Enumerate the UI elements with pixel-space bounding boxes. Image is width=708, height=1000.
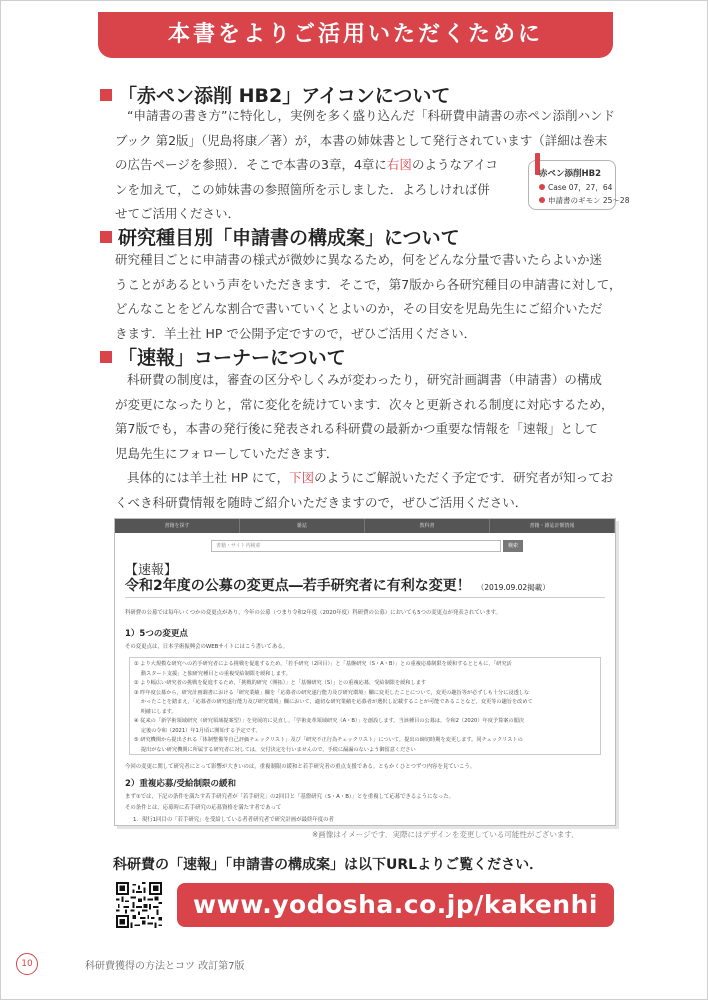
screenshot-title bbox=[125, 575, 550, 595]
screenshot-nav-item: 書籍を探す bbox=[115, 519, 240, 533]
badge-case: Case 07，27，64 bbox=[548, 183, 613, 192]
screenshot-search-button: 検索 bbox=[503, 540, 523, 552]
page-banner: 本書をよりご活用いただくために bbox=[98, 12, 613, 58]
image-disclaimer: ※画像はイメージです．実際にはデザインを変更している可能性がございます． bbox=[312, 830, 579, 839]
screenshot-divider bbox=[125, 597, 605, 598]
text-span: の広告ページを参照）．そこで本書の3章，4章に bbox=[115, 157, 387, 172]
url-intro: 科研費の「速報」「申請書の構成案」は以下URLよりご覧ください． bbox=[113, 857, 544, 873]
section-heading-text: 「赤ペン添削 HB2」アイコンについて bbox=[118, 85, 451, 107]
text-span: のようなアイコ bbox=[411, 157, 498, 172]
text-line: きます．羊土社 HP で公開予定ですので，ぜひご活用ください． bbox=[115, 325, 477, 341]
bullet-dot-icon bbox=[539, 184, 545, 190]
screenshot-nav-bar bbox=[115, 519, 615, 533]
badge-case-line bbox=[539, 182, 612, 193]
text-line: 科研費の制度は，審査の区分やしくみが変わったり，研究計画調書（申請書）の構成 bbox=[127, 372, 602, 387]
section-structure-body bbox=[115, 248, 620, 346]
screenshot-title-tag: 【速報】 bbox=[125, 563, 178, 578]
text-line: 研究種目ごとに申請書の様式が微妙に異なるため，何をどんな分量で書いたらよいか迷 bbox=[115, 252, 603, 267]
text-line: せてご活用ください． bbox=[115, 206, 241, 221]
text-line: どんなことをどんな割合で書いていくとよいのか，その目安を児島先生にご紹介いただ bbox=[115, 301, 603, 316]
list-item: 明確にします。 bbox=[134, 708, 177, 715]
list-item: 定後の令和（2021）年1月頃に開始する予定です。 bbox=[134, 727, 261, 734]
badge-ref: 申請書のギモン 25～28 bbox=[548, 196, 630, 205]
screenshot-change-list bbox=[129, 657, 601, 755]
square-bullet-icon bbox=[100, 89, 112, 101]
screenshot-date: （2019.09.02掲載） bbox=[476, 583, 550, 592]
section-heading-sokuho bbox=[100, 343, 346, 370]
below-figure-ref: 下図 bbox=[289, 470, 315, 485]
right-figure-ref: 右図 bbox=[386, 157, 412, 172]
screenshot-text: 今回の変更に関して研究者にとって影響が大きいのは，重複制限の緩和と若手研究者の重点支援である。ともかくひとつずつ内容を見ていこう。 bbox=[125, 764, 476, 770]
text-span: のようにご解説いただく予定です．研究者が知ってお bbox=[314, 470, 614, 485]
text-line: くべき科研費情報を随時ご紹介いただきますので，ぜひご活用ください． bbox=[115, 494, 528, 510]
screenshot-intro: 科研費の公募では毎年いくつかの変更点があり，今年の公募（つまり令和2年度（2020年度）科研費の公募）においても5つの変更点が発表されています。 bbox=[125, 610, 501, 616]
text-line bbox=[115, 466, 620, 491]
screenshot-search-field: 書籍・サイト内検索 bbox=[211, 540, 501, 552]
text-line: “申請書の書き方”に特化し，実例を多く盛り込んだ「科研費申請書の赤ペン添削ハンド bbox=[127, 108, 615, 123]
list-item: かったことを踏まえ，「応募者の研究遂行能力及び研究環境」欄において，適切な研究業績を応募者が選択し記載することが可能であることなど，変更等の趣旨を改めて bbox=[134, 699, 533, 705]
text-line: 児島先生にフォローしていただきます． bbox=[115, 445, 339, 461]
screenshot-text: その条件とは，応募時に若手研究の応募資格を満たす者であって bbox=[125, 805, 282, 811]
list-item: ① より大規模な研究への若手研究者による挑戦を促進するため，「若手研究（2回目）」と「基盤研究（S・A・B）」との重複応募制限を緩和するとともに，「研究活 bbox=[134, 661, 512, 667]
badge-ref-line bbox=[539, 195, 629, 206]
website-screenshot bbox=[114, 518, 616, 826]
screenshot-subheading: 2）重複応募/受給制限の緩和 bbox=[125, 779, 237, 789]
screenshot-title-text: 令和2年度の公募の変更点―若手研究者に有利な変更！ bbox=[125, 578, 471, 594]
akapen-hb2-badge bbox=[528, 160, 630, 210]
book-title-footer: 科研費獲得の方法とコツ 改訂第7版 bbox=[85, 961, 245, 972]
text-line: 第7版でも，本書の発行後に発表される科研費の最新かつ重要な情報を「速報」として bbox=[115, 421, 598, 436]
list-item: 提出がない研究機関に所属する研究者に対しては，交付決定を行いませんので，手続に漏漏のないよう御留意ください bbox=[134, 746, 416, 753]
text-line: ブック 第2版」（児島将康／著）が，本書の姉妹書として発行されています（詳細は巻末 bbox=[115, 132, 608, 148]
section-heading-text: 「速報」コーナーについて bbox=[118, 347, 346, 369]
square-bullet-icon bbox=[100, 231, 112, 243]
badge-title: 赤ペン添削HB2 bbox=[539, 169, 602, 179]
screenshot-text: 1．現行1回目の「若手研究」を受給している者者研究者で研究計画が最終年度の者 bbox=[133, 817, 334, 823]
list-item: 動スタート支援」と独研究種目との重複受給制限を緩和します。 bbox=[134, 670, 291, 677]
screenshot-text: その変更点は，日本学術振興会のWEBサイトにはこう書いてある。 bbox=[125, 644, 288, 650]
text-line: うことがあるという声をいただきます．そこで，第7版から各研究種目の申請書に対して， bbox=[115, 276, 622, 292]
section-sokuho-body bbox=[115, 368, 620, 515]
list-item: ⑤ 研究機関から提出される「体制整備等自己評価チェックリスト」及び「研究不正行為チェックリスト」について，提出の締切時期を変更します。同チェックリストの bbox=[134, 737, 523, 743]
section-heading-text: 研究種目別「申請書の構成案」について bbox=[118, 227, 460, 249]
text-line: ンを加えて，この姉妹書の参照箇所を示しました．よろしければ併 bbox=[115, 181, 490, 197]
list-item: ③ 昨年度公募から，研究計画調書における「研究業績」欄を「応募者の研究遂行能力及び研究環境」欄に変更したことについて，変更の趣旨等が必ずしも十分に浸透しな bbox=[134, 689, 530, 696]
section-heading-structure bbox=[100, 223, 460, 250]
page-number: 10 bbox=[16, 953, 38, 975]
kakenhi-url-link[interactable]: www.yodosha.co.jp/kakenhi bbox=[177, 883, 614, 927]
list-item: ② より幅広い研究者の挑戦を促進するため，「挑戦的研究（開拓）」と「基盤研究（S）」との重複応募，受給制限を緩和します bbox=[134, 680, 427, 686]
text-line: が変更になったりと，常に変化を続けています．次々と更新される制度に対応するため， bbox=[115, 396, 614, 412]
screenshot-nav-item: 教科書 bbox=[365, 519, 490, 533]
screenshot-text: まず①では，下記の条件を満たす若手研究者が「若手研究」の2回目と「基盤研究（S・A・B）」とを重複して応募できるようになった。 bbox=[125, 794, 455, 800]
qr-code-icon[interactable] bbox=[116, 882, 162, 928]
bullet-dot-icon bbox=[539, 197, 545, 203]
text-span: 具体的には羊土社 HP にて， bbox=[127, 470, 290, 485]
screenshot-nav-item: 雑誌 bbox=[240, 519, 365, 533]
screenshot-nav-item: 書籍・雑誌計額情報 bbox=[490, 519, 615, 533]
screenshot-subheading: 1）5つの変更点 bbox=[125, 629, 188, 639]
square-bullet-icon bbox=[100, 351, 112, 363]
list-item: ④ 従来の「新学術領域研究（研究領域提案型）」を発展的に見直し，「学術変革領域研究（A・B）」を創設します。当該種目の公募は，令和2（2020）年度予算案の閣決 bbox=[134, 718, 525, 724]
